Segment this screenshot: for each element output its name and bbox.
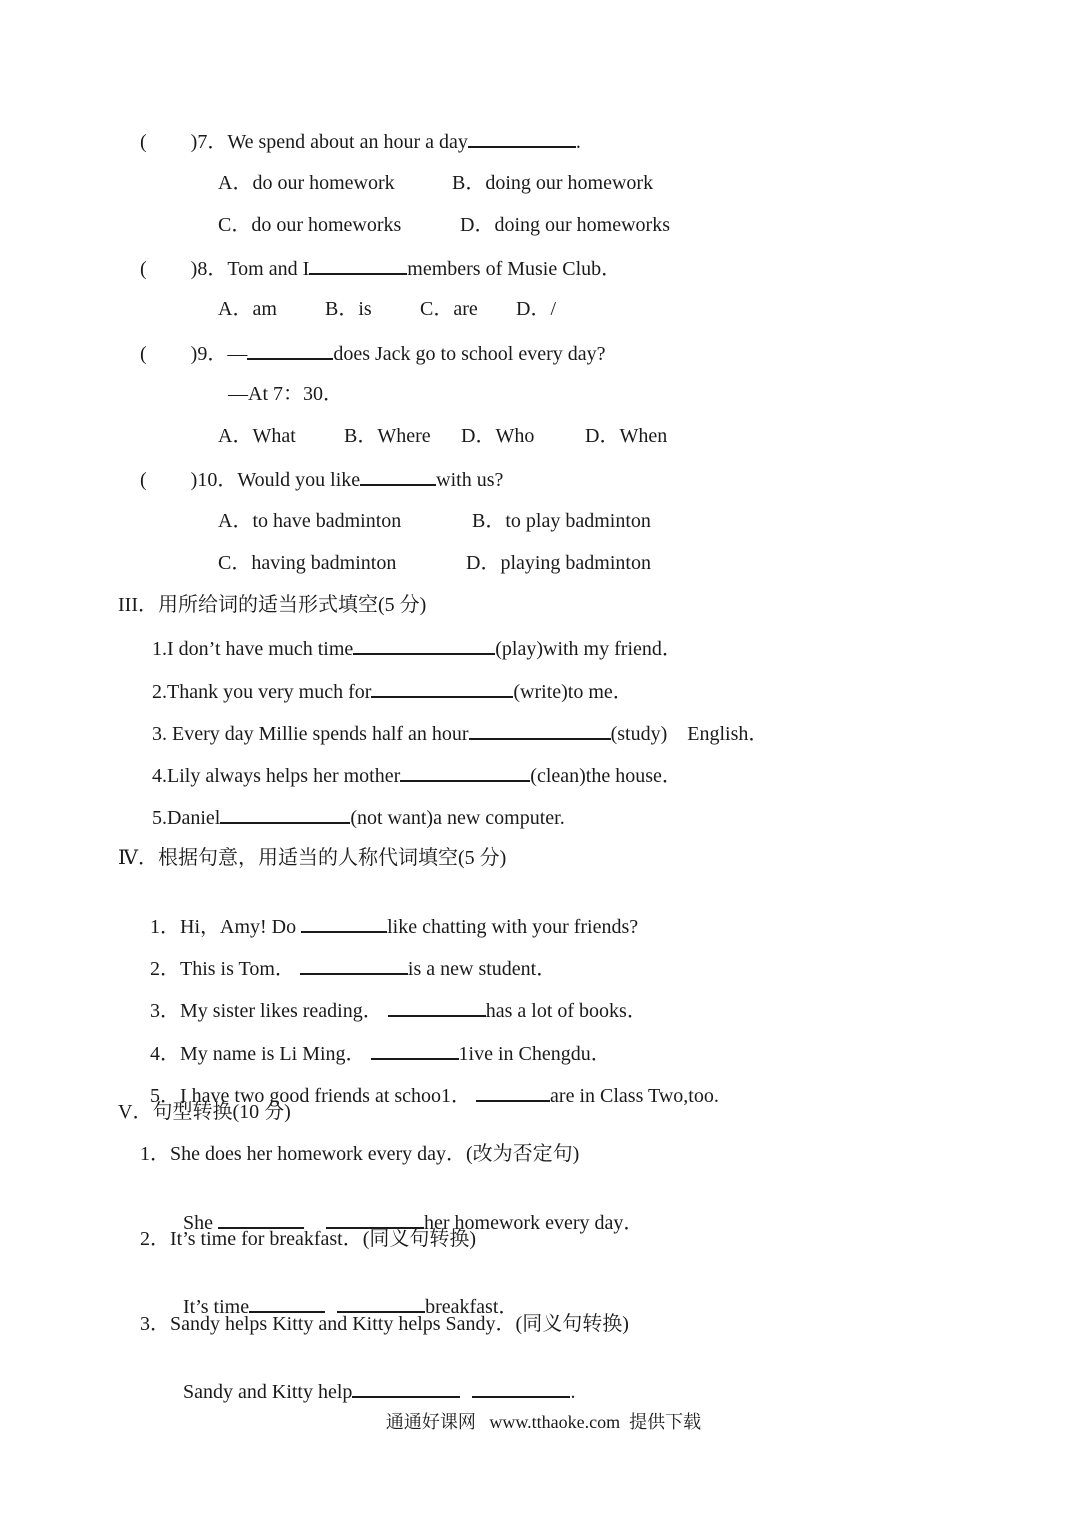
option-b: B．Where: [344, 425, 431, 447]
question-number: )7．: [190, 131, 228, 153]
section-5-item-1: 1．She does her homework every day．(改为否定句): [140, 1143, 580, 1165]
paren-open: (: [140, 469, 147, 491]
section-4-item-3: 3．My sister likes reading． has a lot of books．: [140, 973, 647, 1023]
option-d: D．/: [516, 298, 556, 320]
question-text-end: members of Musie Club．: [407, 258, 622, 280]
section-3-item-5: 5.Daniel (not want)a new computer.: [152, 804, 565, 830]
answer-blank[interactable]: [371, 678, 513, 698]
option-c: D．Who: [461, 425, 535, 447]
answer-blank[interactable]: [218, 1209, 304, 1229]
option-c: C．having badminton: [218, 552, 397, 574]
option-a: A．What: [218, 425, 296, 447]
dialogue-answer: —At 7：30．: [228, 383, 343, 405]
option-b: B．is: [325, 298, 372, 320]
section-3-item-2: 2.Thank you very much for (write)to me．: [152, 678, 633, 704]
section-3-title: III．用所给词的适当形式填空(5 分): [118, 594, 427, 616]
answer-blank[interactable]: [468, 128, 576, 148]
option-a: A．to have badminton: [218, 510, 402, 532]
answer-blank[interactable]: [352, 1378, 460, 1398]
question-text-end: does Jack go to school every day?: [333, 343, 606, 365]
answer-blank[interactable]: [476, 1082, 550, 1102]
section-5-answer-3: Sandy and Kitty help .: [173, 1354, 575, 1404]
option-b: B．doing our homework: [452, 172, 654, 194]
question-10: [140, 466, 503, 492]
answer-blank[interactable]: [301, 913, 387, 933]
section-5-item-2: 2．It’s time for breakfast．(同义句转换): [140, 1228, 477, 1250]
answer-blank[interactable]: [400, 762, 530, 782]
option-c: C．do our homeworks: [218, 214, 402, 236]
section-4-item-5: 5．I have two good friends at schoo1． are in Class Two,too.: [140, 1058, 719, 1108]
question-9: [140, 340, 605, 366]
section-4-item-4: 4．My name is Li Ming． 1ive in Chengdu．: [140, 1016, 611, 1066]
question-number: )9．: [190, 343, 228, 365]
section-5-item-3: 3．Sandy helps Kitty and Kitty helps Sandy．(同义句转换): [140, 1313, 629, 1335]
answer-blank[interactable]: [388, 997, 486, 1017]
paren-open: (: [140, 258, 147, 280]
section-5-answer-1: She her homework every day．: [173, 1185, 643, 1235]
answer-blank[interactable]: [353, 635, 495, 655]
option-d: D．playing badminton: [466, 552, 651, 574]
answer-blank[interactable]: [360, 466, 436, 486]
page-footer: 通通好课网 www.tthaoke.com 提供下载: [385, 1412, 702, 1432]
question-text: —: [227, 343, 248, 365]
answer-blank[interactable]: [249, 1293, 325, 1313]
question-text: Would you like: [237, 469, 361, 491]
question-8: [140, 255, 621, 281]
answer-blank[interactable]: [371, 1040, 459, 1060]
answer-blank[interactable]: [469, 720, 611, 740]
section-3-item-1: 1.I don’t have much time (play)with my friend．: [152, 635, 682, 661]
answer-blank[interactable]: [326, 1209, 424, 1229]
question-number: )10．: [190, 469, 238, 491]
paren-open: (: [140, 343, 147, 365]
answer-blank[interactable]: [300, 955, 408, 975]
section-4-item-1: 1．Hi，Amy! Do like chatting with your friends?: [140, 889, 638, 939]
answer-blank[interactable]: [247, 340, 333, 360]
option-a: A．am: [218, 298, 277, 320]
option-d: D．When: [585, 425, 668, 447]
question-text: We spend about an hour a day: [227, 131, 468, 153]
question-text-end: .: [575, 131, 581, 153]
section-4-item-2: 2．This is Tom． is a new student．: [140, 931, 556, 981]
answer-blank[interactable]: [220, 804, 350, 824]
option-d: D．doing our homeworks: [460, 214, 670, 236]
question-number: )8．: [190, 258, 228, 280]
section-3-item-4: 4.Lily always helps her mother (clean)the house．: [152, 762, 682, 788]
answer-blank[interactable]: [309, 255, 407, 275]
question-text: Tom and I: [227, 258, 310, 280]
option-c: C．are: [420, 298, 478, 320]
answer-blank[interactable]: [337, 1293, 425, 1313]
option-b: B．to play badminton: [472, 510, 651, 532]
question-text-end: with us?: [436, 469, 504, 491]
section-4-title: Ⅳ．根据句意，用适当的人称代词填空(5 分): [118, 847, 507, 869]
section-5-title: V．句型转换(10 分): [118, 1101, 291, 1123]
section-5-answer-2: It’s time breakfast．: [173, 1269, 518, 1319]
paren-open: (: [140, 131, 147, 153]
question-7: [140, 128, 581, 154]
option-a: A．do our homework: [218, 172, 395, 194]
answer-blank[interactable]: [472, 1378, 570, 1398]
section-3-item-3: 3. Every day Millie spends half an hour (study) English．: [152, 720, 768, 746]
